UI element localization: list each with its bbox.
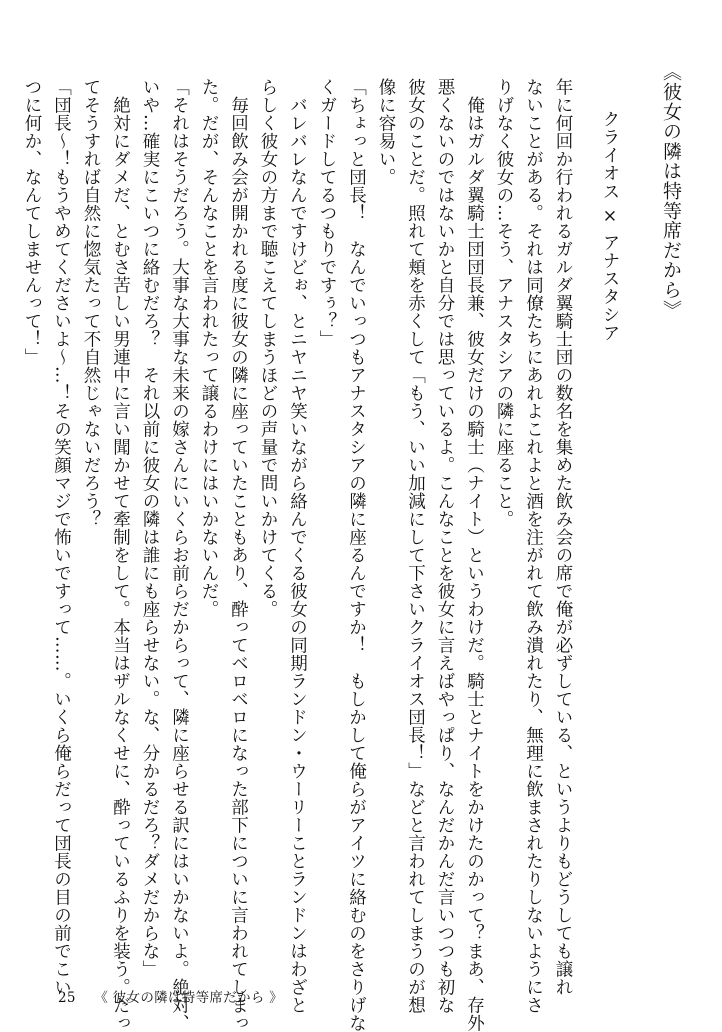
text-column: 悪くないのではないかと自分では思っているよ。こんなことを彼女に言えばやっぱり、なんだかんだ言いつつも初な	[435, 78, 455, 1014]
text-column: 彼女のことだ。照れて頬を赤くして「もう、いい加減にして下さいクライオス団長！」などと言われてしまうのが想	[405, 78, 426, 1014]
page-number: 25	[58, 990, 76, 1006]
text-column: 年に何回か行われるガルダ翼騎士団の数名を集めた飲み会の席で俺が必ずしている、というよりもどうしても譲れ	[553, 78, 573, 996]
text-column: バレバレなんですけどぉ、とニヤニヤ笑いながら絡んでくる彼女の同期ランドン・ウーリーことランドンはわざと	[287, 78, 308, 1014]
text-column: いや…確実にこいつに絡むだろ？ それ以前に彼女の隣は誰にも座らせない。な、分かるだろ？ダメだからな」	[140, 78, 160, 978]
text-column: りげなく彼女の…そう、アナスタシアの隣に座ること。	[494, 78, 514, 528]
story-subtitle: クライオス × アナスタシア	[600, 110, 620, 343]
text-column: 絶対にダメだ、とむさ苦しい男連中に言い聞かせて牽制をして。本当はザルなくせに、酔っているふりを装う。だっ	[110, 78, 131, 1032]
story-title: 《彼女の隣は特等席だから》	[660, 62, 682, 320]
text-column: 「ちょっと団長！ なんでいっつもアナスタシアの隣に座るんですか！ もしかして俺らがアイツに絡むのをさりげな	[346, 78, 367, 1032]
page-footer	[58, 986, 283, 1006]
text-column: 「それはそうだろう。大事な大事な未来の嫁さんにいくらお前らだからって、隣に座らせる訳にはいかないよ。絶対、	[169, 78, 190, 1032]
text-column: らしく彼女の方まで聴こえてしまうほどの声量で問いかけてくる。	[258, 78, 278, 618]
text-column: た。だが、そんなことを言われたって譲るわけにはいかないんだ。	[199, 78, 219, 618]
text-column: 像に容易い。	[376, 78, 396, 186]
text-column: つに何か、なんてしませんって！」	[22, 78, 42, 366]
text-column: てそうすれば自然に惚気たって不自然じゃないだろう？	[81, 78, 101, 528]
text-column: ないことがある。それは同僚たちにあれよこれよと酒を注がれて飲み潰れたり、無理に飲まされたりしないようにさ	[523, 78, 544, 1014]
text-column: 俺はガルダ翼騎士団団長兼、彼女だけの騎士（ナイト）というわけだ。騎士とナイトをかけたのかって？まあ、存外	[464, 78, 485, 1032]
running-title: 《 彼女の隣は特等席だから 》	[94, 990, 283, 1006]
text-column: 「団長〜！もうやめてくださいよ〜…！その笑顔マジで怖いですって……。いくら俺らだって団長の目の前でこい	[51, 78, 72, 996]
text-column: くガードしてるつもりですぅ？」	[317, 78, 337, 348]
text-column: 毎回飲み会が開かれる度に彼女の隣に座っていたこともあり、酔ってベロベロになった部下についに言われてしまっ	[228, 78, 249, 1032]
